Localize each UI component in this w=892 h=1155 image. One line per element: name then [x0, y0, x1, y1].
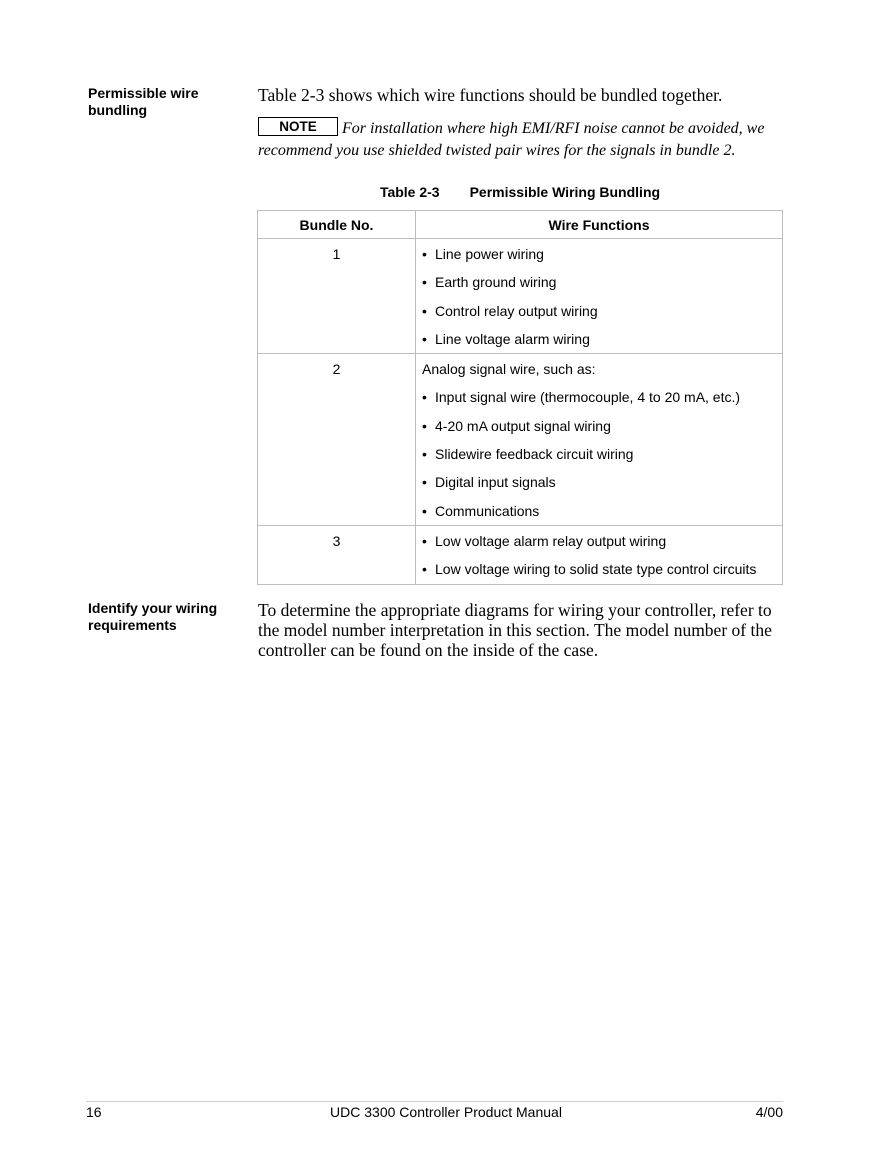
bullet-icon: • [422, 417, 427, 434]
bullet-icon: • [422, 502, 427, 519]
table-caption-title: Permissible Wiring Bundling [469, 184, 661, 200]
wire-function-text: Slidewire feedback circuit wiring [435, 446, 634, 463]
section-heading-wire-bundling: Permissible wire bundling [88, 85, 199, 118]
bullet-icon: • [422, 302, 427, 319]
wire-function-text: Line power wiring [435, 246, 544, 262]
wire-function-item [422, 468, 782, 496]
wire-function-item [422, 527, 782, 555]
wire-function-item [422, 555, 782, 583]
wire-function-item [422, 497, 782, 525]
footer-manual-title: UDC 3300 Controller Product Manual [330, 1104, 562, 1120]
note-block [258, 117, 788, 161]
bullet-icon: • [422, 446, 427, 463]
note-label: NOTE [258, 117, 338, 136]
wire-function-text: Control relay output wiring [435, 302, 598, 319]
wire-function-text: Line voltage alarm wiring [435, 330, 590, 347]
wire-function-text: Earth ground wiring [435, 274, 557, 291]
footer-date: 4/00 [755, 1104, 783, 1120]
section-heading-wiring-requirements: Identify your wiring requirements [88, 600, 218, 633]
wire-function-text: Input signal wire (thermocouple, 4 to 20 mA, etc.) [435, 389, 741, 406]
wire-function-item [422, 383, 782, 411]
table-caption [258, 184, 782, 201]
table-row [258, 525, 783, 584]
bundle-number-cell: 3 [258, 525, 416, 584]
wire-function-text: Digital input signals [435, 474, 556, 491]
wire-function-text: Low voltage wiring to solid state type control circuits [435, 561, 757, 578]
note-text: For installation where high EMI/RFI noise cannot be avoided, we recommend you use shielded twisted pair wires for the signals in bundle 2. [258, 120, 765, 159]
header-wire-functions: Wire Functions [416, 211, 783, 239]
wire-function-item [422, 440, 782, 468]
wire-function-text: Communications [435, 502, 540, 519]
table-row [258, 354, 783, 526]
wire-functions-cell [416, 239, 783, 354]
bullet-icon: • [422, 474, 427, 491]
wire-functions-cell [416, 525, 783, 584]
wiring-bundling-table [257, 210, 783, 585]
footer-page-number: 16 [86, 1104, 102, 1120]
wire-function-text: 4-20 mA output signal wiring [435, 417, 611, 434]
wire-function-item [422, 412, 782, 440]
requirements-paragraph: To determine the appropriate diagrams for wiring your controller, refer to the model number interpretation in this section. The model number of the controller can be found on the inside of the case. [258, 600, 772, 660]
wire-function-item [422, 297, 782, 325]
wire-functions-lead: Analog signal wire, such as: [422, 361, 596, 378]
wire-functions-cell [416, 354, 783, 526]
bundle-number-cell: 1 [258, 239, 416, 354]
wire-function-item [422, 268, 782, 296]
wire-function-item [422, 240, 782, 268]
table-header-row [258, 211, 783, 239]
intro-paragraph: Table 2-3 shows which wire functions should be bundled together. [258, 85, 723, 105]
footer-divider [86, 1101, 783, 1102]
bullet-icon: • [422, 561, 427, 578]
bullet-icon: • [422, 330, 427, 347]
table-row [258, 239, 783, 354]
bullet-icon: • [422, 246, 427, 262]
bullet-icon: • [422, 274, 427, 291]
wire-function-text: Low voltage alarm relay output wiring [435, 532, 667, 549]
bundle-number-cell: 2 [258, 354, 416, 526]
table-caption-number: Table 2-3 [379, 184, 440, 200]
bullet-icon: • [422, 389, 427, 406]
wire-function-item [422, 325, 782, 353]
bullet-icon: • [422, 532, 427, 549]
header-bundle-no: Bundle No. [258, 211, 416, 239]
